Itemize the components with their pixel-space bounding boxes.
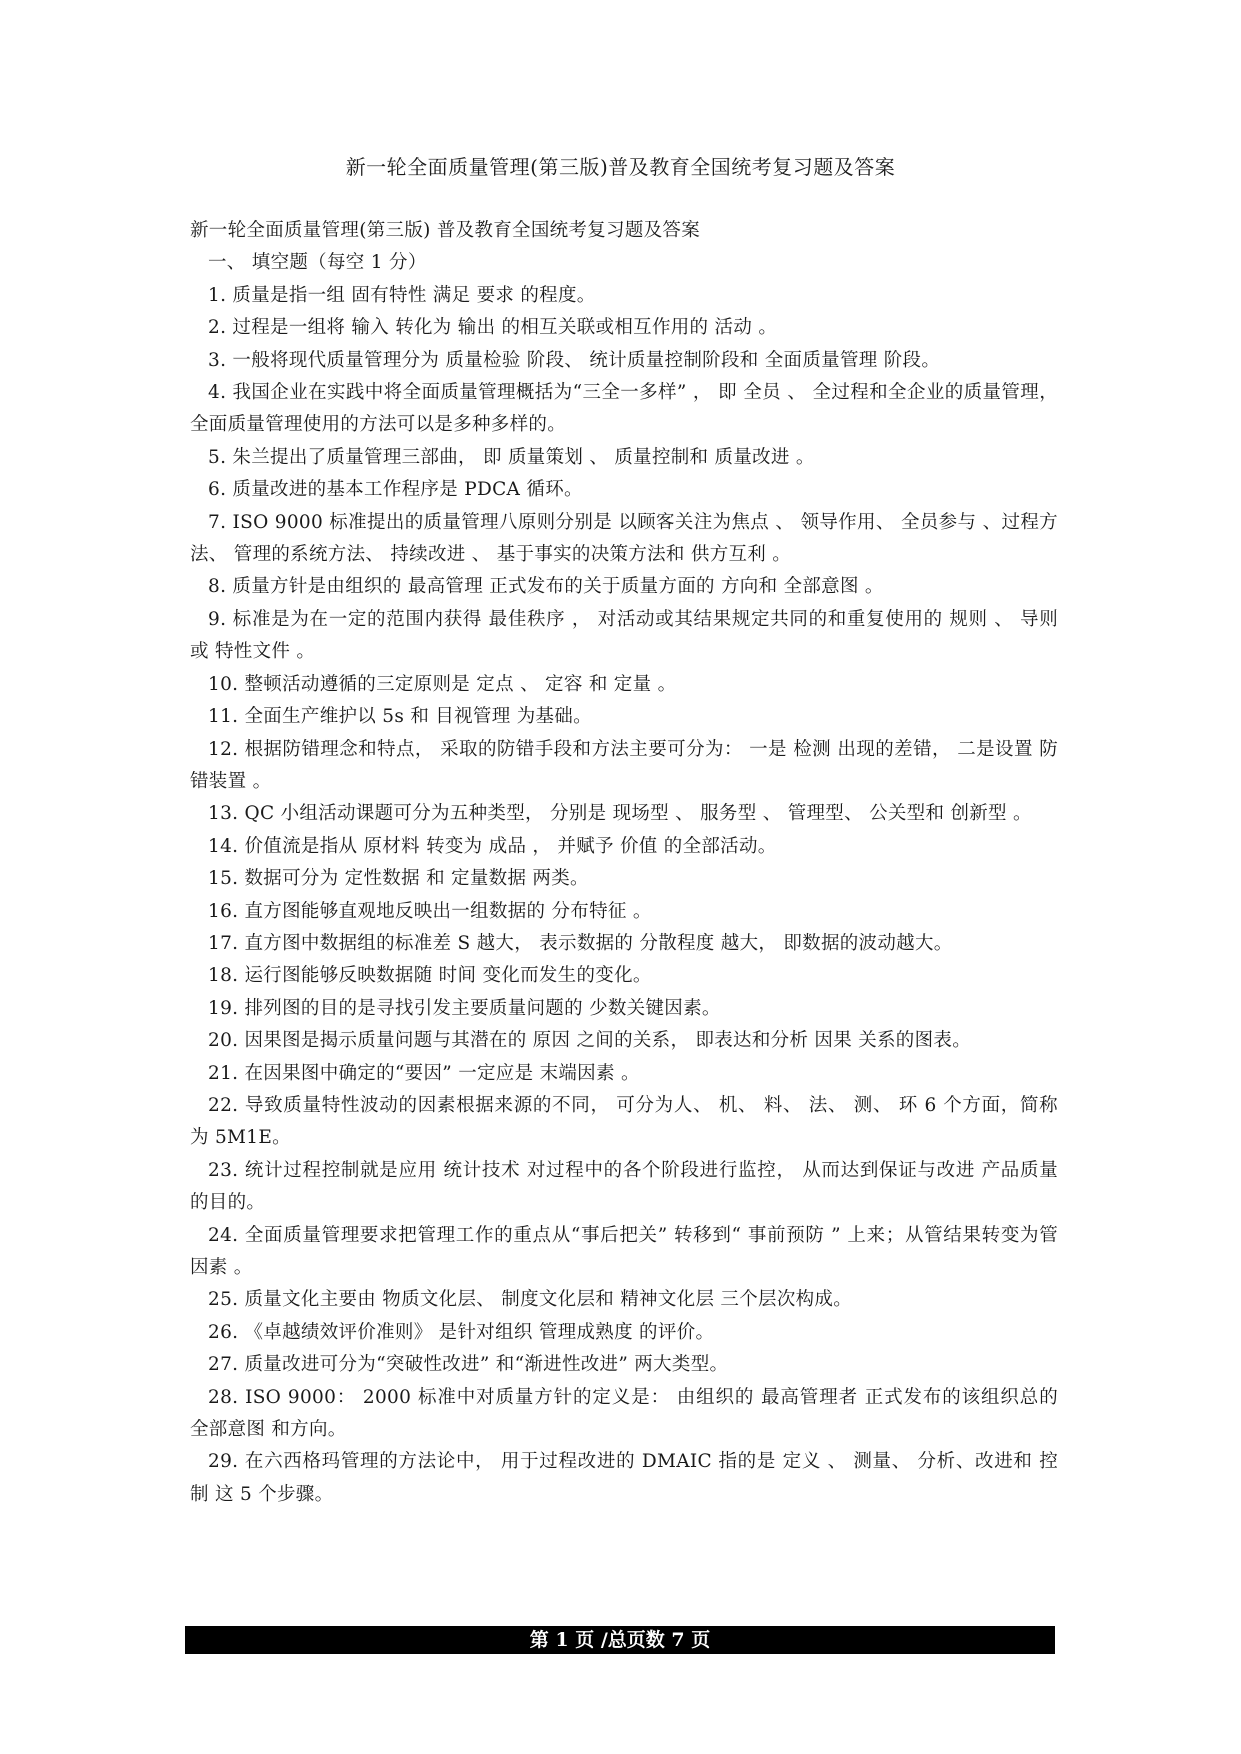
doc-heading: 新一轮全面质量管理(第三版) 普及教育全国统考复习题及答案 (190, 220, 701, 241)
question-item: 16. 直方图能够直观地反映出一组数据的 分布特征 。 (208, 900, 652, 922)
question-item: 19. 排列图的目的是寻找引发主要质量问题的 少数关键因素。 (208, 997, 721, 1019)
question-item: 27. 质量改进可分为“突破性改进” 和“渐进性改进” 两大类型。 (208, 1354, 729, 1376)
question-item: 29. 在六西格玛管理的方法论中， 用于过程改进的 DMAIC 指的是 定义 、 测量、 分析、改进和 控制 这 5 个步骤。 (190, 1451, 1058, 1505)
section-heading: 一、 填空题（每空 1 分） (208, 252, 427, 274)
question-item: 17. 直方图中数据组的标准差 S 越大， 表示数据的 分散程度 越大， 即数据的波动越大。 (208, 932, 953, 954)
question-item: 12. 根据防错理念和特点， 采取的防错手段和方法主要可分为： 一是 检测 出现的差错， 二是设置 防错装置 。 (190, 738, 1058, 792)
document-body (190, 215, 1058, 1511)
question-item: 4. 我国企业在实践中将全面质量管理概括为“三全一多样” ， 即 全员 、 全过程和全企业的质量管理， 全面质量管理使用的方法可以是多种多样的。 (190, 382, 1058, 436)
question-item: 23. 统计过程控制就是应用 统计技术 对过程中的各个阶段进行监控， 从而达到保证与改进 产品质量 的目的。 (190, 1159, 1058, 1214)
question-item: 25. 质量文化主要由 物质文化层、 制度文化层和 精神文化层 三个层次构成。 (208, 1289, 853, 1311)
page-title: 新一轮全面质量管理(第三版)普及教育全国统考复习题及答案 (345, 155, 896, 179)
page-footer: 第 1 页 /总页数 7 页 (185, 1626, 1055, 1654)
question-item: 28. ISO 9000： 2000 标准中对质量方针的定义是： 由组织的 最高管理者 正式发布的该组织总的 全部意图 和方向。 (190, 1386, 1058, 1441)
question-item: 26. 《卓越绩效评价准则》 是针对组织 管理成熟度 的评价。 (208, 1321, 715, 1343)
question-item: 22. 导致质量特性波动的因素根据来源的不同， 可分为人、 机、 料、 法、 测、 环 6 个方面，简称为 5M1E。 (190, 1094, 1058, 1149)
question-item: 2. 过程是一组将 输入 转化为 输出 的相互关联或相互作用的 活动 。 (208, 317, 778, 339)
question-item: 18. 运行图能够反映数据随 时间 变化而发生的变化。 (208, 965, 652, 987)
question-item: 11. 全面生产维护以 5s 和 目视管理 为基础。 (208, 706, 592, 728)
question-item: 13. QC 小组活动课题可分为五种类型， 分别是 现场型 、 服务型 、 管理型、 公关型和 创新型 。 (208, 803, 1032, 825)
question-item: 21. 在因果图中确定的“要因” 一定应是 末端因素 。 (208, 1062, 640, 1084)
question-item: 24. 全面质量管理要求把管理工作的重点从“事后把关” 转移到“ 事前预防 ” 上来；从管结果转变为管 因素 。 (190, 1224, 1058, 1278)
question-item: 14. 价值流是指从 原材料 转变为 成品 ， 并赋予 价值 的全部活动。 (208, 835, 777, 857)
question-item: 20. 因果图是揭示质量问题与其潜在的 原因 之间的关系， 即表达和分析 因果 关系的图表。 (208, 1030, 972, 1052)
question-item: 15. 数据可分为 定性数据 和 定量数据 两类。 (208, 868, 589, 890)
question-item: 10. 整顿活动遵循的三定原则是 定点 、 定容 和 定量 。 (208, 673, 677, 695)
question-item: 7. ISO 9000 标准提出的质量管理八原则分别是 以顾客关注为焦点 、 领导作用、 全员参与 、过程方法、 管理的系统方法、 持续改进 、 基于事实的决策方法和 供方互利 。 (190, 511, 1058, 566)
question-item: 6. 质量改进的基本工作程序是 PDCA 循环。 (208, 479, 583, 501)
question-item: 8. 质量方针是由组织的 最高管理 正式发布的关于质量方面的 方向和 全部意图 。 (208, 576, 884, 598)
question-item: 5. 朱兰提出了质量管理三部曲， 即 质量策划 、 质量控制和 质量改进 。 (208, 446, 815, 468)
question-item: 1. 质量是指一组 固有特性 满足 要求 的程度。 (208, 284, 596, 306)
question-item: 3. 一般将现代质量管理分为 质量检验 阶段、 统计质量控制阶段和 全面质量管理 阶段。 (208, 349, 941, 371)
question-item: 9. 标准是为在一定的范围内获得 最佳秩序 ， 对活动或其结果规定共同的和重复使用的 规则 、 导则或 特性文件 。 (190, 608, 1058, 663)
